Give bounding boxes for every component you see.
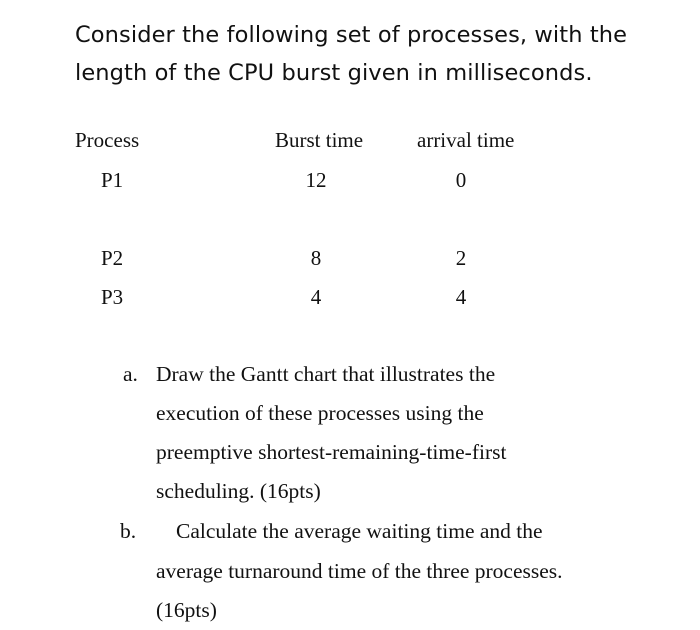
- table-row-p1-burst: 12: [305, 168, 327, 192]
- header-arrival-time: arrival time: [417, 128, 515, 152]
- table-row-p2-arrival: 2: [455, 246, 467, 270]
- intro-line-1: Consider the following set of processes, with the: [75, 22, 628, 48]
- question-a-line-1: Draw the Gantt chart that illustrates the: [156, 362, 496, 386]
- question-a-line-3: preemptive shortest-remaining-time-first: [156, 440, 507, 464]
- question-b-marker: b.: [120, 519, 137, 543]
- table-row-p1-process: P1: [101, 168, 124, 192]
- table-row-p3-process: P3: [101, 285, 124, 309]
- header-burst-time: Burst time: [275, 128, 364, 152]
- question-a-line-2: execution of these processes using the: [156, 401, 484, 425]
- problem-intro: [75, 16, 675, 92]
- table-row-p3-burst: 4: [310, 285, 322, 309]
- table-row-p1-arrival: 0: [455, 168, 467, 192]
- question-a-marker: a.: [123, 362, 138, 386]
- table-row-p2-process: P2: [101, 246, 124, 270]
- header-process: Process: [75, 128, 140, 152]
- table-row-p2-burst: 8: [310, 246, 322, 270]
- question-a-line-4: scheduling. (16pts): [156, 479, 321, 503]
- intro-line-2: length of the CPU burst given in milliseconds.: [75, 60, 593, 86]
- question-b-line-1: Calculate the average waiting time and the: [176, 519, 543, 543]
- table-row-p3-arrival: 4: [455, 285, 467, 309]
- question-b-line-3: (16pts): [156, 598, 217, 622]
- question-b-line-2: average turnaround time of the three processes.: [156, 559, 563, 583]
